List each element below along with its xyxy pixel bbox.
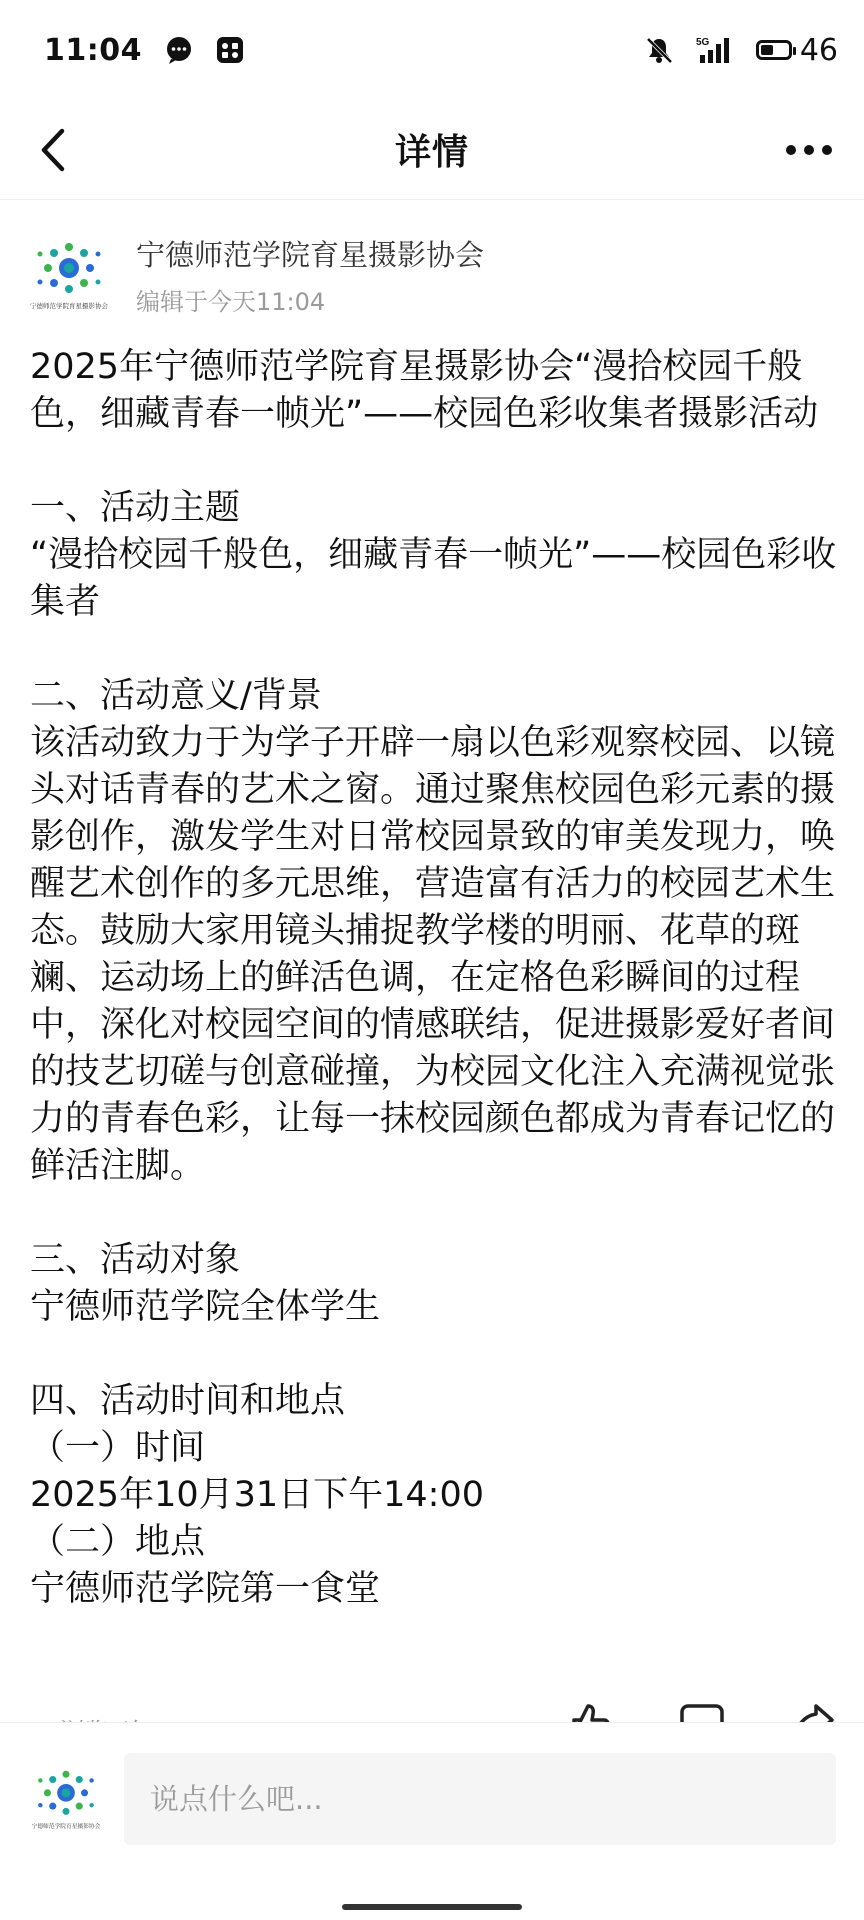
section-text: 宁德师范学院全体学生 [30, 1287, 381, 1327]
status-right [644, 33, 838, 68]
comment-bar [0, 1722, 864, 1920]
current-user-avatar[interactable] [28, 1761, 104, 1837]
signal-5g-icon [696, 35, 734, 65]
chevron-left-icon [34, 125, 74, 175]
status-bar [0, 0, 864, 100]
section-text: （一）时间 [30, 1428, 206, 1468]
status-time: 11:04 [44, 32, 142, 68]
section-heading: 二、活动意义/背景 [30, 676, 322, 716]
paragraph-gap [30, 1190, 840, 1237]
section-heading: 一、活动主题 [30, 488, 241, 528]
more-dots-icon [784, 143, 834, 157]
comment-input[interactable] [124, 1753, 836, 1845]
battery-icon [756, 40, 792, 60]
logo-caption: 宁德师范学院育星摄影协会 [31, 1824, 101, 1831]
post-content [30, 344, 840, 1613]
section-heading: 四、活动时间和地点 [30, 1381, 346, 1421]
author-meta [136, 233, 484, 317]
section-text: “漫拾校园千般色，细藏青春一帧光”——校园色彩收集者 [30, 535, 837, 622]
battery-fill [761, 45, 773, 55]
photography-club-logo [26, 232, 112, 318]
author-name[interactable]: 宁德师范学院育星摄影协会 [136, 238, 485, 272]
back-button[interactable] [24, 120, 84, 180]
post-title: 2025年宁德师范学院育星摄影协会“漫拾校园千般色，细藏青春一帧光”——校园色彩收集者摄影活动 [30, 347, 819, 434]
author-header [0, 220, 864, 330]
svg-text:5G: 5G [695, 37, 710, 48]
app-badge-icon [216, 36, 244, 64]
section-heading: 三、活动对象 [30, 1240, 241, 1280]
more-options-button[interactable] [774, 120, 844, 180]
page-title: 详情 [394, 132, 469, 173]
edit-timestamp: 编辑于今天11:04 [136, 288, 326, 316]
battery-level: 46 [799, 32, 838, 68]
battery-indicator [756, 33, 838, 68]
paragraph-gap [30, 1331, 840, 1378]
author-avatar[interactable] [26, 232, 112, 318]
status-left [44, 33, 244, 68]
section-text: 该活动致力于为学子开辟一扇以色彩观察校园、以镜头对话青春的艺术之窗。通过聚焦校园色彩元素的摄影创作，激发学生对日常校园景致的审美发现力，唤醒艺术创作的多元思维，营造富有活力的校园艺术生态。鼓励大家用镜头捕捉教学楼的明丽、花草的斑斓、运动场上的鲜活色调，在定格色彩瞬间的过程中，深化对校园空间的情感联结，促进摄影爱好者间的技艺切磋与创意碰撞，为校园文化注入充满视觉张力的青春色彩，让每一抹校园颜色都成为青春记忆的鲜活注脚。 [30, 723, 836, 1186]
section-text: 宁德师范学院第一食堂 [30, 1569, 381, 1609]
chat-bubble-icon [164, 35, 194, 65]
photography-club-logo [28, 1761, 104, 1837]
paragraph-gap [30, 626, 840, 673]
paragraph-gap [30, 438, 840, 485]
home-indicator[interactable] [342, 1904, 522, 1910]
logo-caption: 宁德师范学院育星摄影协会 [30, 302, 108, 310]
section-text: 2025年10月31日下午14:00 [30, 1475, 485, 1515]
top-navigation-bar [0, 100, 864, 200]
section-text: （二）地点 [30, 1522, 206, 1562]
muted-bell-icon [644, 35, 674, 65]
